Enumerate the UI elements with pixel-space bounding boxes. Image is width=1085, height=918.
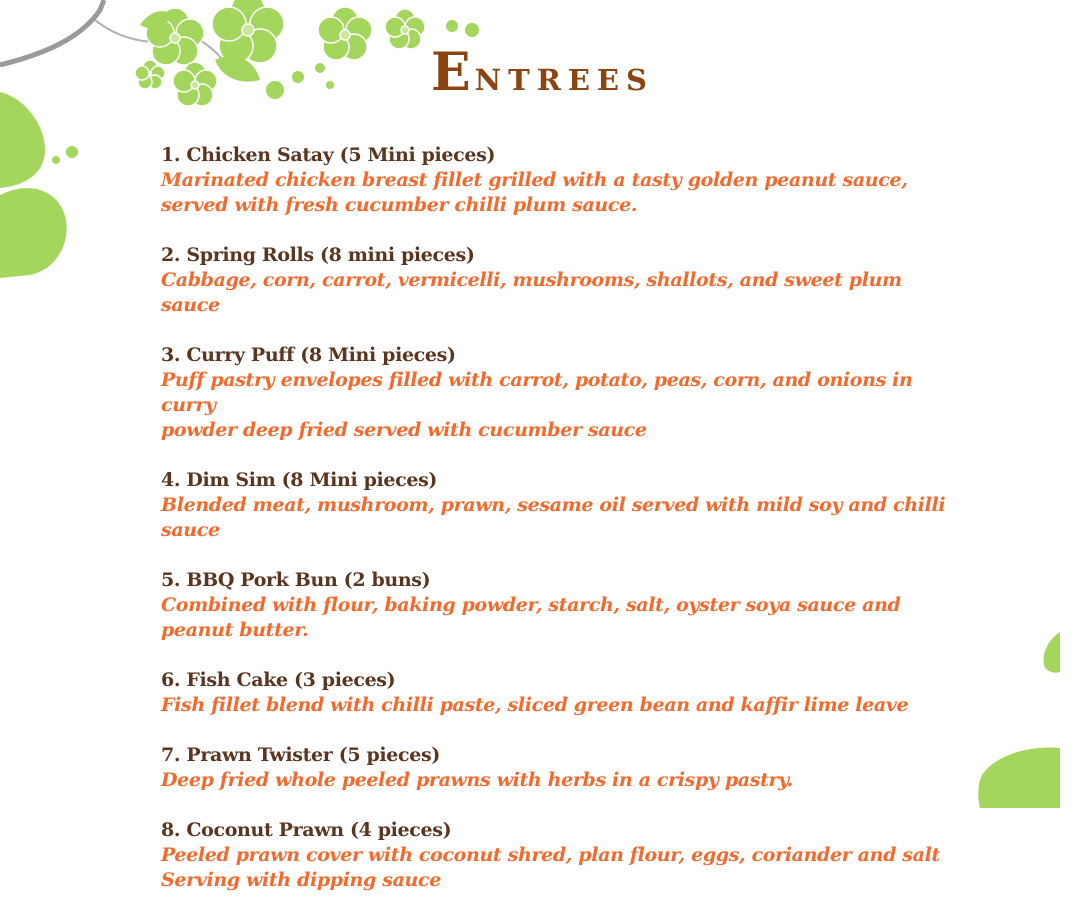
menu-item-description: Combined with flour, baking powder, starch, salt, oyster soya sauce and peanut butter. (161, 594, 901, 641)
menu-item-description: Fish fillet blend with chilli paste, sliced green bean and kaffir lime leave (161, 694, 909, 716)
menu-item-name: 3. Curry Puff (8 Mini pieces) (161, 344, 456, 366)
menu-item-name: 5. BBQ Pork Bun (2 buns) (161, 569, 431, 591)
menu-item-description: Blended meat, mushroom, prawn, sesame oil served with mild soy and chilli sauce (161, 494, 946, 541)
menu-item-description: Marinated chicken breast fillet grilled with a tasty golden peanut sauce, served with fresh cucumber chilli plum sauce. (161, 169, 908, 216)
page-title (0, 42, 1085, 103)
menu-item-description: Deep fried whole peeled prawns with herbs in a crispy pastry. (161, 769, 793, 791)
menu-item (161, 343, 961, 443)
menu-item (161, 143, 961, 218)
menu-item-description: Cabbage, corn, carrot, vermicelli, mushrooms, shallots, and sweet plum sauce (161, 269, 902, 316)
leaf-shape (140, 11, 172, 28)
swirl-line (95, 20, 175, 42)
menu-item (161, 568, 961, 643)
menu-item-description: Puff pastry envelopes filled with carrot, potato, peas, corn, and onions in curry powder deep fried served with cucumber sauce (161, 369, 913, 441)
leaf-shape (978, 747, 1060, 808)
leaf-dot (465, 23, 479, 37)
leaf-dot (446, 20, 458, 32)
menu-item-name: 2. Spring Rolls (8 mini pieces) (161, 244, 475, 266)
entrees-list (161, 143, 961, 918)
title-initial: E (431, 42, 475, 103)
leaf-dot (52, 156, 60, 164)
menu-item (161, 243, 961, 318)
leaf-shape (0, 92, 45, 188)
menu-item (161, 668, 961, 718)
menu-item (161, 468, 961, 543)
menu-item-name: 1. Chicken Satay (5 Mini pieces) (161, 144, 496, 166)
menu-item-name: 8. Coconut Prawn (4 pieces) (161, 819, 452, 841)
title-rest: NTREES (474, 63, 654, 97)
leaf-shape (1043, 632, 1060, 673)
menu-item (161, 743, 961, 793)
menu-item (161, 818, 961, 893)
menu-item-description: Peeled prawn cover with coconut shred, plan flour, eggs, coriander and salt Serving with dipping sauce (161, 844, 940, 891)
menu-item-name: 4. Dim Sim (8 Mini pieces) (161, 469, 438, 491)
menu-item-name: 7. Prawn Twister (5 pieces) (161, 744, 440, 766)
leaf-shape (0, 188, 67, 278)
leaf-dot (66, 146, 78, 158)
menu-item-name: 6. Fish Cake (3 pieces) (161, 669, 396, 691)
